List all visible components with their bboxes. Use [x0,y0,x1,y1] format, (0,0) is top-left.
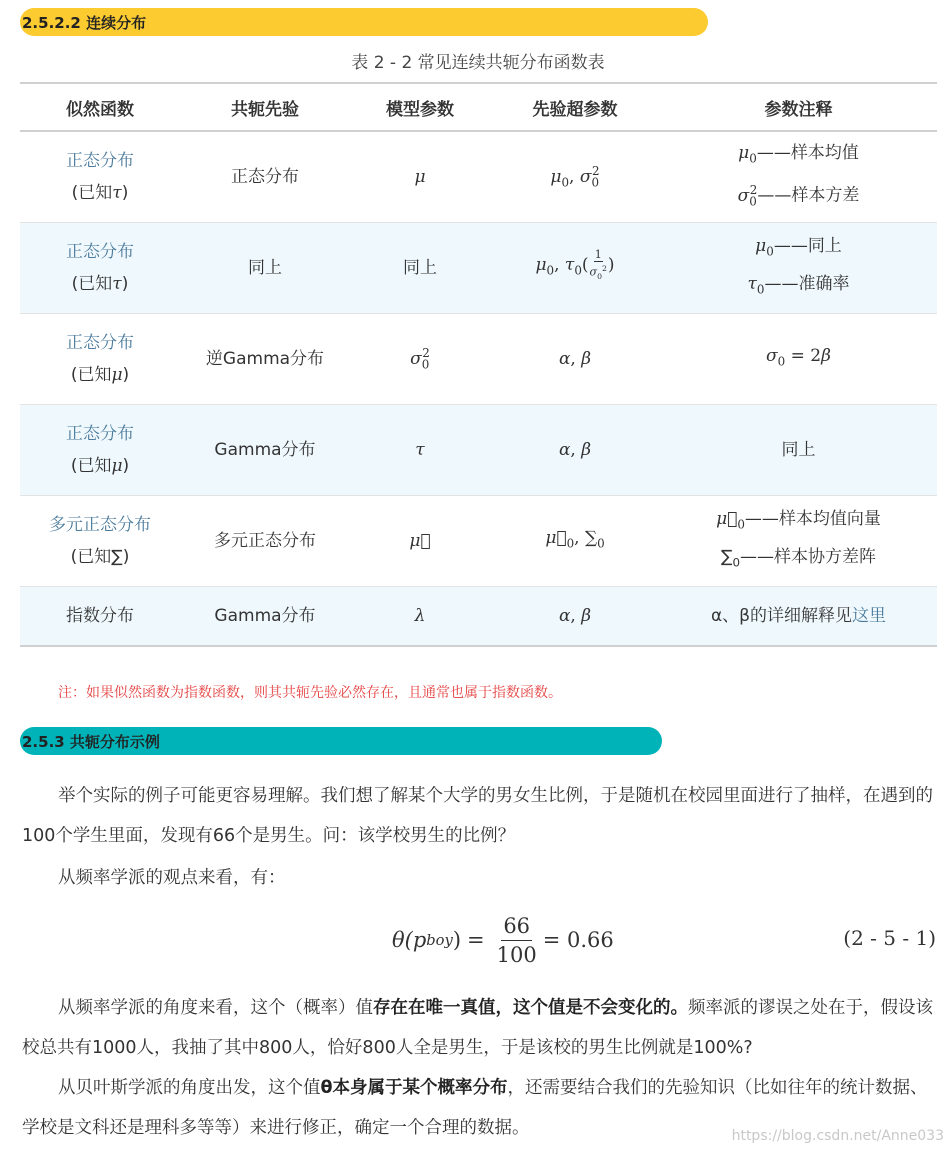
cell-note [660,131,937,222]
header-note: 参数注释 [660,83,937,131]
watermark: https://blog.csdn.net/Anne033 [731,1128,944,1144]
cell-note: 同上 [781,439,816,460]
likelihood-link[interactable]: 正态分布 [66,332,134,353]
paragraph-intro: 举个实际的例子可能更容易理解。我们想了解某个大学的男女生比例，于是随机在校园里面进行了抽样，在遇到的100个学生里面，发现有66个是男生。问：该学校男生的比例？ [22,786,933,846]
table-caption: 表 2 - 2 常见连续共轭分布函数表 [351,53,605,73]
fraction-numerator: 66 [501,914,532,941]
cell-likelihood [20,404,180,495]
likelihood-link[interactable]: 多元正态分布 [49,514,151,535]
likelihood-link[interactable]: 正态分布 [66,423,134,444]
table-row [20,404,937,495]
table-row [20,586,937,646]
cell-prior[interactable]: Gamma分布 [214,605,316,626]
cell-param: λ [414,605,426,626]
cell-prior: 多元正态分布 [214,530,316,551]
cell-likelihood [20,131,180,222]
cell-note: $\sigma_0 = 2\beta$ [766,345,831,369]
note-line: $\sum_0——$样本协方差阵 [720,546,877,569]
note-text: α、β的详细解释见 [710,605,853,626]
cell-param: μ [414,166,426,187]
para3-bold: 存在在唯一真值，这个值是不会变化的。 [373,998,688,1018]
cell-prior: 正态分布 [231,166,299,187]
section-banner-continuous [20,8,708,36]
section-title: 2.5.3 共轭分布示例 [22,732,160,751]
note-line: $\mu_0——$同上 [755,236,842,259]
cell-hyper: α, β [558,605,592,626]
cell-note [660,586,937,646]
cell-param: 同上 [403,257,437,278]
likelihood-link[interactable]: 正态分布 [66,150,134,171]
cell-hyper: α, β [558,439,592,460]
cell-param: $\sigma_0^2$ [410,345,430,372]
header-prior: 共轭先验 [180,83,350,131]
para3-text-rest: 频率派的谬误之处在于，假设该校总共有1000人，我抽了其中800人，恰好800人全是男生，于是该校的男生比例就是100%? [22,998,933,1058]
formula-rhs: = 0.66 [542,928,614,952]
cell-prior: 同上 [248,257,282,278]
paragraph-frequentist: 从频率学派的观点来看，有： [58,868,286,888]
para4-text: 从贝叶斯学派的角度出发，这个值 [58,1078,321,1098]
cell-param: μ⃗ [409,530,431,551]
table-row [20,131,937,222]
table-row [20,313,937,404]
note-line: $\mu_0——$样本均值 [738,142,859,165]
fraction-denominator: 100 [496,942,537,967]
cell-hyper: α, β [558,348,592,369]
likelihood-cond: (已知τ) [71,182,129,203]
cell-likelihood [20,313,180,404]
table-row [20,495,937,586]
table-row [20,222,937,313]
cell-hyper: $\mu_0$, $\sigma_0^2$ [550,164,600,190]
header-param: 模型参数 [350,83,490,131]
formula-sub: boy [426,931,453,949]
para3-text: 从频率学派的角度来看，这个（概率）值 [58,998,373,1018]
conjugate-table [20,82,937,647]
likelihood-link[interactable]: 正态分布 [66,241,134,262]
here-link[interactable]: 这里 [852,605,887,626]
cell-likelihood [20,495,180,586]
formula-lhs: θ(p [392,928,427,952]
cell-hyper: $\mu⃗_0$, $\sum_0$ [545,527,605,551]
cell-likelihood [20,222,180,313]
likelihood-cond: (已知∑) [70,546,130,567]
cell-param: τ [415,439,425,460]
red-note: 注：如果似然函数为指数函数，则其共轭先验必然存在，且通常也属于指数函数。 [58,685,562,701]
header-hyper: 先验超参数 [490,83,660,131]
cell-hyper: $\mu_0$, $\tau_0$( $\frac{1}{\sigma_0^2}$ ) [535,248,615,282]
cell-prior[interactable]: 逆Gamma分布 [205,348,325,369]
cell-prior[interactable]: Gamma分布 [214,439,316,460]
formula-2-5-1 [20,910,936,970]
cell-note [660,495,937,586]
paragraph-frequentist-view [22,988,938,1068]
cell-likelihood[interactable]: 指数分布 [66,605,134,626]
cell-note [660,222,937,313]
note-line: $\tau_0——$准确率 [747,273,850,296]
note-line: $\sigma_0^2——$样本方差 [737,182,860,208]
formula-fraction [497,914,537,967]
table-header-row [20,83,937,131]
note-line: $\mu⃗_0——$样本均值向量 [716,509,881,532]
header-likelihood: 似然函数 [20,83,180,131]
section-title: 2.5.2.2 连续分布 [22,13,147,32]
likelihood-cond: (已知μ) [70,455,130,476]
equation-number: (2 - 5 - 1) [843,926,936,950]
likelihood-cond: (已知τ) [71,273,129,294]
likelihood-cond: (已知μ) [70,364,130,385]
section-banner-example [20,727,662,755]
para4-text-rest: ，还需要结合我们的先验知识（比如往年的统计数据、学校是文科还是理科多等等）来进行修正，确定一个合理的数据。 [22,1078,928,1138]
formula-body: θ(p boy ) = $\frac{66}{100}$ = 0.66 [392,913,614,967]
para4-bold: θ本身属于某个概率分布 [320,1078,508,1098]
formula-close: ) [452,928,462,952]
